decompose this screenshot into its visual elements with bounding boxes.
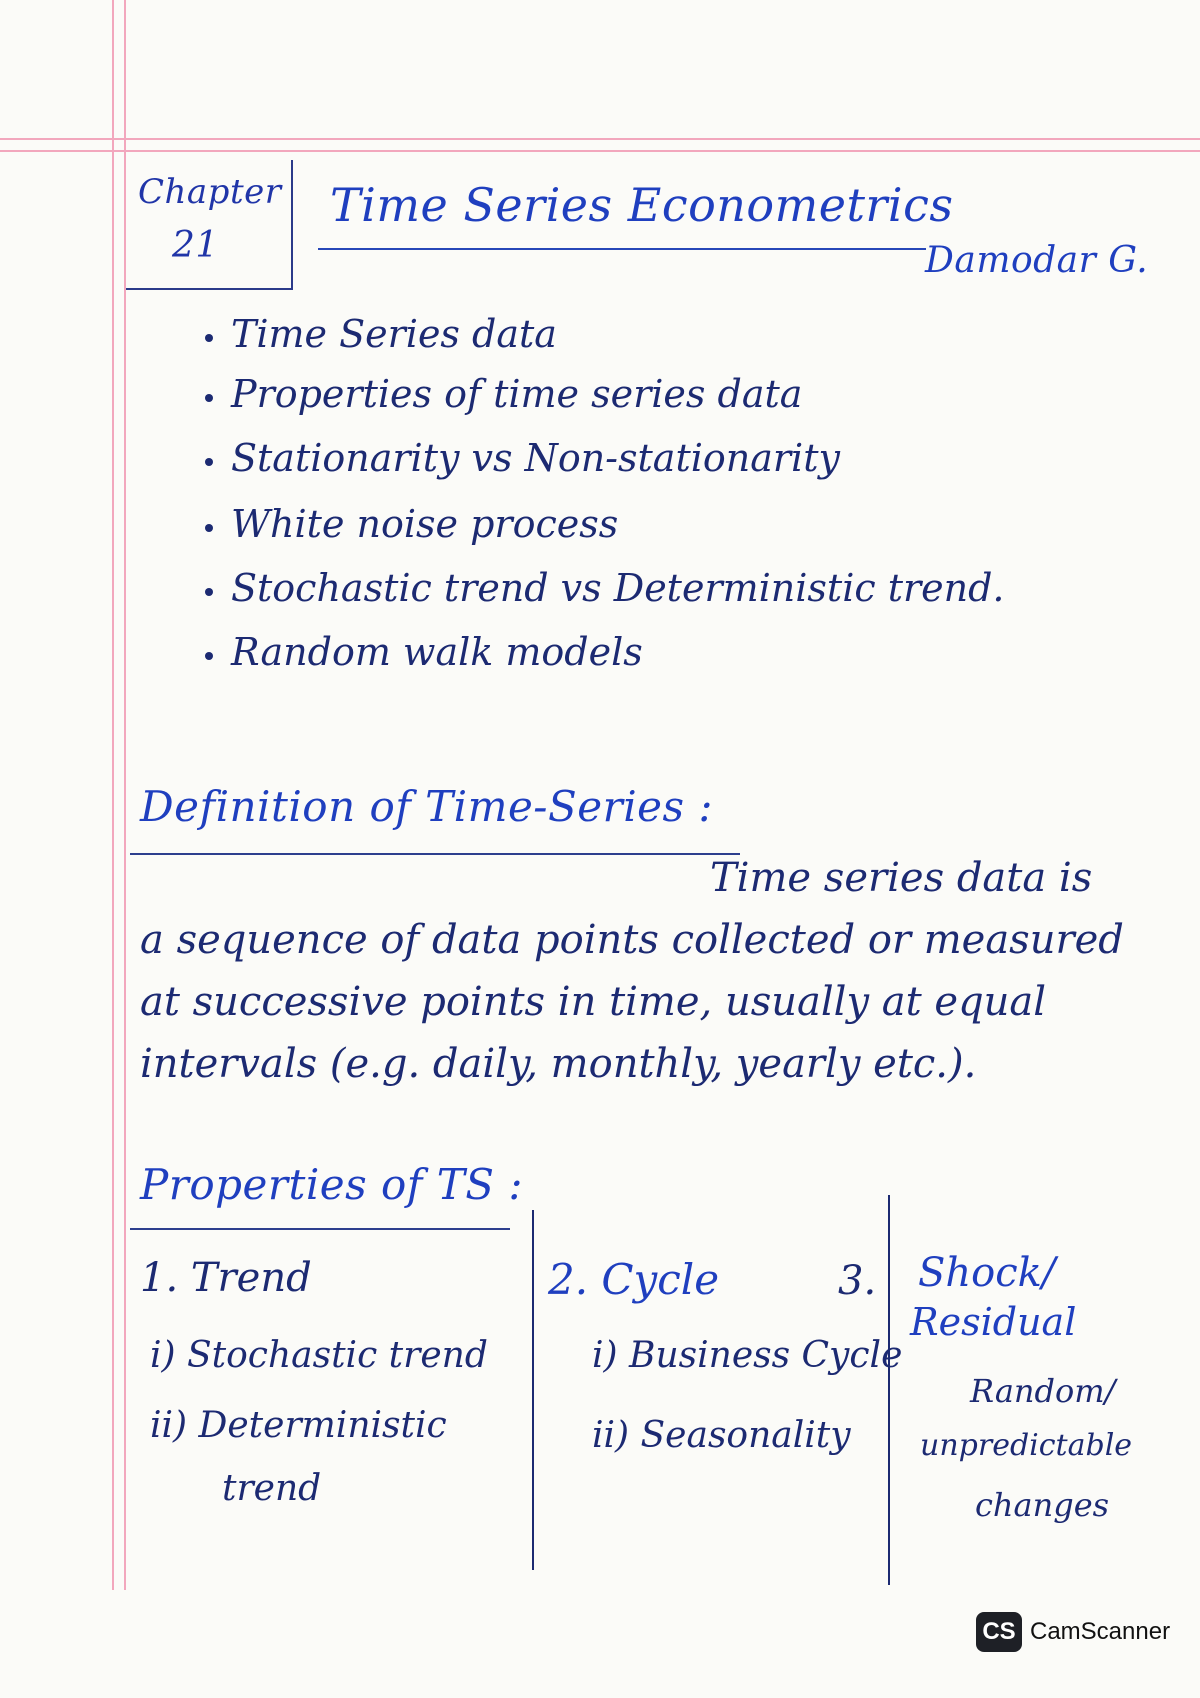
margin-rule-left [112,0,114,1590]
shock-desc: Random/ [970,1372,1116,1410]
bullet-icon [205,524,213,532]
camscanner-logo-icon: CS [976,1612,1022,1652]
definition-heading: Definition of Time-Series : [140,782,714,831]
list-item: Random walk models [205,630,643,674]
column-divider-1 [532,1210,534,1570]
list-item: Stationarity vs Non-stationarity [205,436,840,480]
list-item: White noise process [205,502,618,546]
trend-item: i) Stochastic trend [150,1335,488,1376]
cycle-title: 2. Cycle [548,1255,720,1304]
list-item: Time Series data [205,312,557,356]
chapter-label: Chapter [138,172,282,212]
trend-item: ii) Deterministic [150,1405,447,1446]
definition-line: at successive points in time, usually at equal [140,979,1047,1025]
margin-rule-top [0,138,1200,140]
cycle-item: i) Business Cycle [592,1335,903,1376]
shock-desc: unpredictable [920,1428,1133,1463]
trend-title: 1. Trend [140,1255,312,1301]
definition-underline [130,853,740,855]
bullet-icon [205,458,213,466]
bullet-icon [205,652,213,660]
properties-underline [130,1228,510,1230]
column-divider-2 [888,1195,890,1585]
definition-line: a sequence of data points collected or measured [140,917,1124,963]
chapter-number: 21 [172,225,219,266]
bullet-icon [205,588,213,596]
author-name: Damodar G. [925,240,1149,281]
list-item: Properties of time series data [205,372,802,416]
shock-title: Shock/ [918,1250,1056,1296]
bullet-icon [205,334,213,342]
title-underline [318,248,926,250]
page-title: Time Series Econometrics [330,178,954,232]
camscanner-watermark [976,1612,1170,1652]
cycle-item: ii) Seasonality [592,1415,851,1456]
definition-line: intervals (e.g. daily, monthly, yearly etc.). [140,1041,977,1087]
shock-desc: changes [975,1486,1110,1524]
definition-line: Time series data is [710,855,1093,901]
list-item: Stochastic trend vs Deterministic trend. [205,566,1005,610]
shock-number: 3. [838,1258,877,1304]
trend-item: trend [222,1468,322,1509]
bullet-icon [205,394,213,402]
margin-rule-top-2 [0,150,1200,152]
camscanner-label: CamScanner [1030,1618,1171,1645]
shock-title-line2: Residual [910,1300,1077,1344]
properties-heading: Properties of TS : [140,1160,523,1209]
